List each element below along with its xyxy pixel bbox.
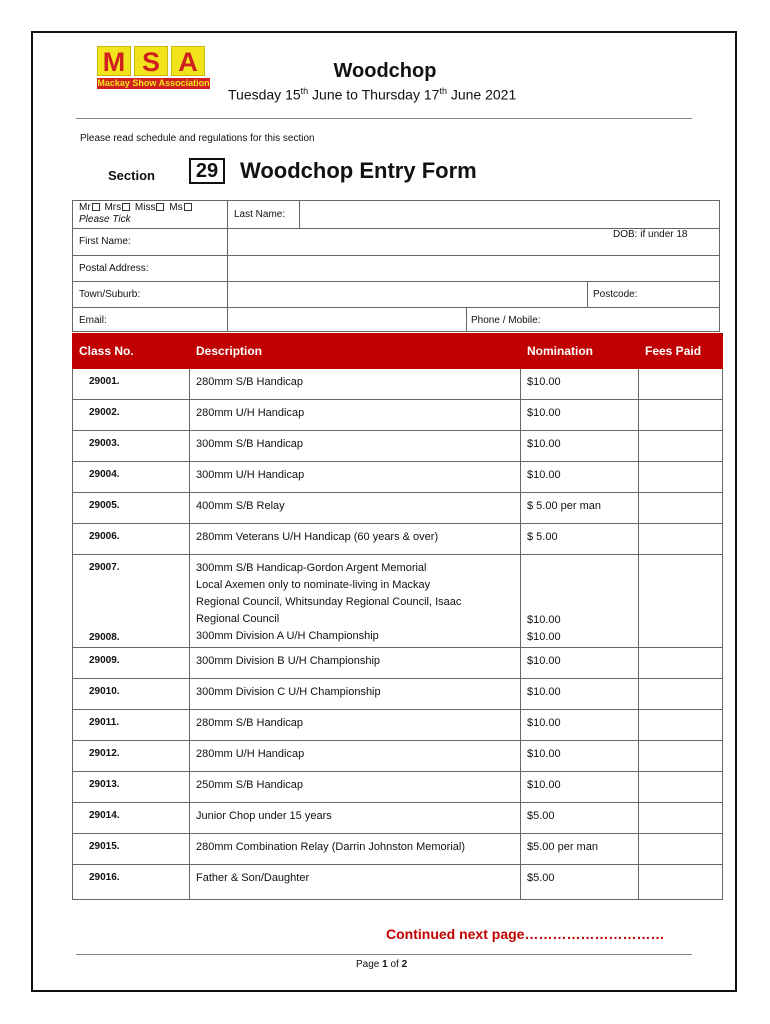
table-header-row xyxy=(73,334,723,369)
class-description: Junior Chop under 15 years xyxy=(190,803,521,834)
mr-checkbox[interactable] xyxy=(92,203,100,211)
ms-checkbox[interactable] xyxy=(184,203,192,211)
col-header-nomination: Nomination xyxy=(521,334,639,369)
class-number-secondary: 29008. xyxy=(89,632,120,643)
logo-letter-m: M xyxy=(97,46,131,76)
nomination-fee: $5.00 xyxy=(521,803,639,834)
table-row xyxy=(73,834,723,865)
class-description: 280mm U/H Handicap xyxy=(190,400,521,431)
last-name-field[interactable] xyxy=(301,202,717,227)
class-number: 29015. xyxy=(73,834,190,865)
last-name-label: Last Name: xyxy=(234,209,286,220)
nomination-fee: $10.00 xyxy=(521,679,639,710)
postcode-label: Postcode: xyxy=(593,289,638,300)
class-number: 29014. xyxy=(73,803,190,834)
entrant-details-form xyxy=(72,200,720,332)
nomination-fee: $5.00 xyxy=(521,865,639,900)
fees-paid-cell[interactable] xyxy=(639,400,723,431)
class-number: 29009. xyxy=(73,648,190,679)
continued-notice: Continued next page………………………… xyxy=(386,926,665,942)
nomination-fee: $10.00 xyxy=(521,462,639,493)
schedule-notice: Please read schedule and regulations for this section xyxy=(80,133,315,144)
footer-divider xyxy=(76,954,692,955)
class-number: 29002. xyxy=(73,400,190,431)
dob-label: DOB: if under 18 xyxy=(613,229,688,240)
class-description: 280mm S/B Handicap xyxy=(190,710,521,741)
nomination-fee: $10.00 xyxy=(521,369,639,400)
page-title: Woodchop xyxy=(333,60,437,82)
class-description: 280mm U/H Handicap xyxy=(190,741,521,772)
logo-subtitle: Mackay Show Association xyxy=(97,78,210,88)
class-description: Father & Son/Daughter xyxy=(190,865,521,900)
town-suburb-label: Town/Suburb: xyxy=(79,289,141,300)
fees-paid-cell[interactable] xyxy=(639,648,723,679)
postal-address-field[interactable] xyxy=(229,256,717,280)
nomination-fee: $10.00 xyxy=(521,741,639,772)
fees-paid-cell[interactable] xyxy=(639,772,723,803)
class-number: 29012. xyxy=(73,741,190,772)
table-row xyxy=(73,400,723,431)
header-divider xyxy=(76,118,692,119)
fees-paid-cell[interactable] xyxy=(639,741,723,772)
class-number: 29001. xyxy=(73,369,190,400)
table-row xyxy=(73,369,723,400)
phone-label: Phone / Mobile: xyxy=(471,315,541,326)
table-row xyxy=(73,772,723,803)
title-checkboxes: Mr Mrs Miss Ms xyxy=(79,202,194,213)
nomination-fee: $10.00 xyxy=(521,431,639,462)
fees-paid-cell[interactable] xyxy=(639,462,723,493)
table-row xyxy=(73,865,723,900)
msa-logo xyxy=(97,46,210,92)
col-divider xyxy=(299,201,300,228)
col-header-description: Description xyxy=(190,334,521,369)
fees-paid-cell[interactable] xyxy=(639,369,723,400)
please-tick-label: Please Tick xyxy=(79,214,131,225)
first-name-label: First Name: xyxy=(79,236,131,247)
table-row xyxy=(73,431,723,462)
fees-paid-cell[interactable] xyxy=(639,493,723,524)
logo-letter-a: A xyxy=(171,46,205,76)
class-description: 300mm S/B Handicap xyxy=(190,431,521,462)
first-name-field[interactable] xyxy=(229,229,609,254)
table-row xyxy=(73,679,723,710)
class-description: 250mm S/B Handicap xyxy=(190,772,521,803)
class-number: 29016. xyxy=(73,865,190,900)
table-row xyxy=(73,462,723,493)
fees-paid-cell[interactable] xyxy=(639,803,723,834)
page-number: Page 1 of 2 xyxy=(356,959,408,970)
class-description: 280mm Combination Relay (Darrin Johnston Memorial) xyxy=(190,834,521,865)
mrs-checkbox[interactable] xyxy=(122,203,130,211)
class-number: 29004. xyxy=(73,462,190,493)
nomination-fee: $10.00 xyxy=(521,710,639,741)
event-dates: Tuesday 15th June to Thursday 17th June 2021 xyxy=(228,86,517,103)
section-number: 29 xyxy=(189,158,225,184)
nomination-fee: $10.00 xyxy=(521,772,639,803)
class-description: 300mm S/B Handicap-Gordon Argent Memorial Local Axemen only to nominate-living in Mackay Regional Council, Whitsunday Regional Council, Isaac Regional Council 300mm Division A U/H Championship xyxy=(190,555,521,648)
section-label: Section xyxy=(108,168,155,183)
nomination-fee: $10.00 xyxy=(521,648,639,679)
class-number: 29006. xyxy=(73,524,190,555)
nomination-fee: $10.00 xyxy=(521,400,639,431)
class-description: 280mm S/B Handicap xyxy=(190,369,521,400)
town-suburb-field[interactable] xyxy=(229,282,585,306)
fees-paid-cell[interactable] xyxy=(639,524,723,555)
nomination-fee: $10.00 $10.00 xyxy=(521,555,639,648)
class-number: 29010. xyxy=(73,679,190,710)
class-number: 29013. xyxy=(73,772,190,803)
email-field[interactable] xyxy=(229,308,464,330)
fees-paid-cell[interactable] xyxy=(639,431,723,462)
nomination-fee: $ 5.00 xyxy=(521,524,639,555)
fees-paid-cell[interactable] xyxy=(639,679,723,710)
col-header-fees-paid: Fees Paid xyxy=(639,334,723,369)
classes-table xyxy=(72,333,723,900)
logo-letter-s: S xyxy=(134,46,168,76)
table-row xyxy=(73,524,723,555)
postal-address-label: Postal Address: xyxy=(79,263,149,274)
table-row xyxy=(73,555,723,648)
col-header-class-no: Class No. xyxy=(73,334,190,369)
table-row xyxy=(73,648,723,679)
class-description: 400mm S/B Relay xyxy=(190,493,521,524)
class-description: 300mm U/H Handicap xyxy=(190,462,521,493)
class-description: 280mm Veterans U/H Handicap (60 years & over) xyxy=(190,524,521,555)
class-number: 29003. xyxy=(73,431,190,462)
class-number: 29007. 29008. xyxy=(73,555,190,648)
email-label: Email: xyxy=(79,315,107,326)
table-row xyxy=(73,803,723,834)
table-row xyxy=(73,741,723,772)
fees-paid-cell[interactable] xyxy=(639,834,723,865)
table-row xyxy=(73,710,723,741)
fees-paid-cell[interactable] xyxy=(639,555,723,648)
col-divider xyxy=(587,281,588,307)
form-title: Woodchop Entry Form xyxy=(240,158,477,183)
col-divider xyxy=(466,307,467,331)
nomination-fee: $5.00 per man xyxy=(521,834,639,865)
class-number: 29011. xyxy=(73,710,190,741)
fees-paid-cell[interactable] xyxy=(639,710,723,741)
fees-paid-cell[interactable] xyxy=(639,865,723,900)
class-description: 300mm Division B U/H Championship xyxy=(190,648,521,679)
nomination-fee: $ 5.00 per man xyxy=(521,493,639,524)
col-divider xyxy=(227,201,228,331)
table-row xyxy=(73,493,723,524)
class-description: 300mm Division C U/H Championship xyxy=(190,679,521,710)
class-number: 29005. xyxy=(73,493,190,524)
miss-checkbox[interactable] xyxy=(156,203,164,211)
